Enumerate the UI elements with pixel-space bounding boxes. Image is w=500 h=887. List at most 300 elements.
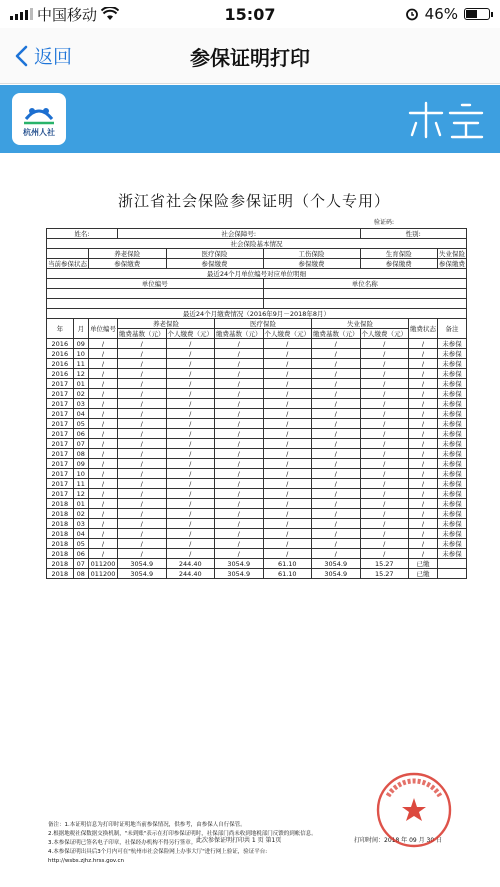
cell-m: 05 — [73, 419, 88, 429]
col-unit: 单位编号 — [89, 319, 118, 339]
payment-row — [47, 519, 467, 529]
cell-up: / — [360, 439, 409, 449]
cell-pp: / — [166, 339, 215, 349]
cell-pp: / — [166, 389, 215, 399]
cell-y: 2017 — [47, 479, 74, 489]
cell-m: 11 — [73, 359, 88, 369]
cell-pb: / — [118, 339, 167, 349]
unit-section-heading: 最近24个月单位编号对应单位明细 — [47, 269, 467, 279]
cell-y: 2017 — [47, 389, 74, 399]
cell-u: / — [89, 529, 118, 539]
cell-m: 02 — [73, 509, 88, 519]
cell-m: 07 — [73, 559, 88, 569]
cell-ub: / — [312, 489, 361, 499]
cell-up: 15.27 — [360, 559, 409, 569]
note-line: http://wsbs.zjhz.hrss.gov.cn — [48, 858, 125, 864]
cell-pp: / — [166, 369, 215, 379]
gender-label: 性别: — [360, 229, 467, 239]
cell-pb: / — [118, 489, 167, 499]
cell-y: 2016 — [47, 359, 74, 369]
note-line: 2.根据地税社保数据交换机制，"未到账"表示在打印参保证明时，社保部门尚未收到地税部门反馈的到帐信息。 — [48, 831, 317, 837]
cell-up: / — [360, 409, 409, 419]
cell-mb: 3054.9 — [215, 569, 264, 579]
cell-u: 011200 — [89, 569, 118, 579]
cell-mp: / — [263, 409, 312, 419]
cell-mp: / — [263, 519, 312, 529]
cell-up: / — [360, 519, 409, 529]
cell-s: / — [409, 429, 438, 439]
cell-s: / — [409, 369, 438, 379]
note-line: 备注：1.本证明信息为打印时证明地当前参保情况，供参考，由参保人自行保管。 — [48, 822, 246, 828]
cell-pb: / — [118, 479, 167, 489]
cell-y: 2016 — [47, 349, 74, 359]
cell-u: 011200 — [89, 559, 118, 569]
cell-up: / — [360, 369, 409, 379]
cell-y: 2017 — [47, 429, 74, 439]
nav-bar — [0, 28, 500, 84]
cell-ub: / — [312, 439, 361, 449]
cell-ub: / — [312, 409, 361, 419]
cell-mb: / — [215, 539, 264, 549]
cell-mp: / — [263, 419, 312, 429]
cell-s: / — [409, 549, 438, 559]
payment-row — [47, 569, 467, 579]
cell-mp: / — [263, 459, 312, 469]
cell-pp: 244.40 — [166, 559, 215, 569]
note-line: 3.本参保证明已签名电子印章，社保经办机构不得另行签章。 — [48, 840, 197, 846]
cell-mb: / — [215, 459, 264, 469]
cell-s: / — [409, 459, 438, 469]
cell-u: / — [89, 369, 118, 379]
cell-mp: / — [263, 399, 312, 409]
cell-mp: / — [263, 489, 312, 499]
cell-remark: 未参保 — [438, 369, 467, 379]
sub-personal: 个人缴费（元） — [167, 330, 213, 338]
cell-mb: / — [215, 509, 264, 519]
cell-pp: / — [166, 429, 215, 439]
cell-remark: 未参保 — [438, 429, 467, 439]
col-unemployment: 失业保险 — [312, 319, 409, 329]
cell-pp: / — [166, 419, 215, 429]
cell-mp: / — [263, 429, 312, 439]
cell-ub: / — [312, 469, 361, 479]
col-remark: 备注 — [438, 319, 467, 339]
cell-u: / — [89, 349, 118, 359]
cell-mb: / — [215, 479, 264, 489]
cell-mp: 61.10 — [263, 559, 312, 569]
cell-pp: / — [166, 509, 215, 519]
cell-mb: / — [215, 369, 264, 379]
payment-row — [47, 499, 467, 509]
payment-row — [47, 399, 467, 409]
cell-y: 2017 — [47, 409, 74, 419]
cell-mb: / — [215, 489, 264, 499]
logo — [12, 93, 66, 145]
cell-mp: / — [263, 499, 312, 509]
sub-base: 缴费基数（元） — [313, 330, 359, 338]
cell-mb: / — [215, 399, 264, 409]
cell-y: 2018 — [47, 539, 74, 549]
cell-remark: 未参保 — [438, 359, 467, 369]
cell-up: / — [360, 479, 409, 489]
cell-pp: 244.40 — [166, 569, 215, 579]
cell-up: / — [360, 379, 409, 389]
cell-mp: / — [263, 389, 312, 399]
cell-ub: / — [312, 509, 361, 519]
cell-mp: / — [263, 469, 312, 479]
cell-up: 15.27 — [360, 569, 409, 579]
cell-ub: 3054.9 — [312, 559, 361, 569]
cell-remark: 未参保 — [438, 479, 467, 489]
cell-pb: 3054.9 — [118, 569, 167, 579]
cell-pb: / — [118, 519, 167, 529]
cell-remark: 未参保 — [438, 349, 467, 359]
cell-remark: 未参保 — [438, 439, 467, 449]
cell-m: 02 — [73, 389, 88, 399]
cell-mb: / — [215, 449, 264, 459]
cell-remark: 未参保 — [438, 339, 467, 349]
cell-up: / — [360, 339, 409, 349]
cell-ub: / — [312, 429, 361, 439]
cell-m: 03 — [73, 519, 88, 529]
cell-m: 11 — [73, 479, 88, 489]
cell-y: 2017 — [47, 459, 74, 469]
cell-mp: 61.10 — [263, 569, 312, 579]
cell-up: / — [360, 499, 409, 509]
cell-mb: / — [215, 439, 264, 449]
cell-s: / — [409, 469, 438, 479]
cell-mb: / — [215, 499, 264, 509]
cell-u: / — [89, 389, 118, 399]
cell-pp: / — [166, 399, 215, 409]
cell-pp: / — [166, 519, 215, 529]
cell-pp: / — [166, 359, 215, 369]
status-value: 参保缴费 — [360, 259, 438, 269]
sin-label: 社会保障号: — [118, 229, 361, 239]
print-pages: 此次参保证明打印共 1 页 第1页 — [196, 837, 282, 844]
cell-m: 09 — [73, 459, 88, 469]
cell-m: 01 — [73, 379, 88, 389]
payment-row — [47, 409, 467, 419]
cell-pb: / — [118, 529, 167, 539]
payment-row — [47, 529, 467, 539]
cell-u: / — [89, 429, 118, 439]
cell-up: / — [360, 349, 409, 359]
cell-up: / — [360, 429, 409, 439]
payment-row — [47, 539, 467, 549]
battery-percent: 46% — [424, 5, 458, 23]
cell-m: 06 — [73, 549, 88, 559]
cell-pb: / — [118, 549, 167, 559]
cell-up: / — [360, 489, 409, 499]
cell-mb: / — [215, 469, 264, 479]
cell-mp: / — [263, 369, 312, 379]
cell-u: / — [89, 489, 118, 499]
certificate-document — [44, 158, 465, 864]
cell-ub: / — [312, 529, 361, 539]
cell-pb: / — [118, 449, 167, 459]
cell-ub: / — [312, 399, 361, 409]
cell-ub: / — [312, 369, 361, 379]
payment-row — [47, 339, 467, 349]
cell-mb: / — [215, 379, 264, 389]
cell-pp: / — [166, 549, 215, 559]
cell-pb: / — [118, 379, 167, 389]
cell-mp: / — [263, 359, 312, 369]
cell-m: 10 — [73, 469, 88, 479]
payment-row — [47, 389, 467, 399]
cell-pb: / — [118, 509, 167, 519]
cell-m: 04 — [73, 529, 88, 539]
logo-text: 杭州人社 — [23, 127, 55, 137]
cell-y: 2018 — [47, 569, 74, 579]
cell-mb: / — [215, 359, 264, 369]
cell-s: 已缴 — [409, 569, 438, 579]
cell-remark: 未参保 — [438, 409, 467, 419]
cell-y: 2018 — [47, 499, 74, 509]
insurance-type: 医疗保险 — [166, 249, 263, 259]
cell-remark: 未参保 — [438, 529, 467, 539]
certificate-table — [46, 228, 467, 579]
cell-pp: / — [166, 379, 215, 389]
cell-mb: 3054.9 — [215, 559, 264, 569]
payment-row — [47, 459, 467, 469]
cell-s: / — [409, 379, 438, 389]
cell-pp: / — [166, 409, 215, 419]
cell-mp: / — [263, 549, 312, 559]
cell-mb: / — [215, 339, 264, 349]
cell-pb: / — [118, 359, 167, 369]
cell-ub: / — [312, 539, 361, 549]
cell-mb: / — [215, 389, 264, 399]
cell-pb: / — [118, 459, 167, 469]
cell-mp: / — [263, 509, 312, 519]
cell-u: / — [89, 539, 118, 549]
cell-m: 06 — [73, 429, 88, 439]
cell-up: / — [360, 459, 409, 469]
cell-pp: / — [166, 489, 215, 499]
cell-ub: / — [312, 389, 361, 399]
cell-ub: 3054.9 — [312, 569, 361, 579]
cell-u: / — [89, 449, 118, 459]
cell-y: 2017 — [47, 439, 74, 449]
cell-m: 10 — [73, 349, 88, 359]
cell-ub: / — [312, 359, 361, 369]
cell-u: / — [89, 549, 118, 559]
cell-ub: / — [312, 349, 361, 359]
payment-row — [47, 369, 467, 379]
payment-row — [47, 439, 467, 449]
cell-u: / — [89, 519, 118, 529]
header-banner — [0, 85, 500, 153]
cell-pp: / — [166, 529, 215, 539]
cell-y: 2018 — [47, 529, 74, 539]
cell-ub: / — [312, 519, 361, 529]
cell-y: 2018 — [47, 549, 74, 559]
cell-pb: / — [118, 429, 167, 439]
basic-section-heading: 社会保险基本情况 — [47, 239, 467, 249]
cell-ub: / — [312, 379, 361, 389]
cell-up: / — [360, 419, 409, 429]
cell-up: / — [360, 509, 409, 519]
status-value: 参保缴费 — [263, 259, 360, 269]
cell-remark: 未参保 — [438, 469, 467, 479]
cell-pp: / — [166, 459, 215, 469]
payment-row — [47, 559, 467, 569]
print-time: 打印时间：2018 年 09 月 30 日 — [354, 837, 443, 844]
unit-no-label: 单位编号 — [47, 279, 264, 289]
note-line: 4.本参保证明出具后3个月内可在"杭州市社会保险网上办事大厅"进行网上验证，验证平台: — [48, 849, 268, 855]
cell-u: / — [89, 379, 118, 389]
cell-pp: / — [166, 449, 215, 459]
cell-y: 2017 — [47, 399, 74, 409]
cell-mp: / — [263, 449, 312, 459]
sub-base: 缴费基数（元） — [216, 330, 262, 338]
cell-remark: 未参保 — [438, 459, 467, 469]
insurance-type: 失业保险 — [439, 250, 465, 258]
cell-pb: / — [118, 369, 167, 379]
cell-mp: / — [263, 339, 312, 349]
status-value: 参保缴费 — [439, 260, 465, 268]
cell-u: / — [89, 339, 118, 349]
logo-icon — [22, 101, 56, 125]
cell-s: / — [409, 519, 438, 529]
payment-row — [47, 429, 467, 439]
cell-y: 2017 — [47, 379, 74, 389]
insurance-type: 养老保险 — [89, 249, 167, 259]
cell-u: / — [89, 419, 118, 429]
cell-pb: / — [118, 409, 167, 419]
cell-m: 09 — [73, 339, 88, 349]
battery-icon — [464, 8, 490, 20]
payment-row — [47, 359, 467, 369]
cell-m: 05 — [73, 539, 88, 549]
carrier-label: 中国移动 — [37, 5, 98, 24]
cell-s: / — [409, 349, 438, 359]
cell-mb: / — [215, 409, 264, 419]
cell-y: 2017 — [47, 469, 74, 479]
cell-pp: / — [166, 439, 215, 449]
col-pension: 养老保险 — [118, 319, 215, 329]
cell-up: / — [360, 389, 409, 399]
cell-pb: / — [118, 389, 167, 399]
cell-up: / — [360, 539, 409, 549]
cell-remark: 未参保 — [438, 539, 467, 549]
wifi-icon — [101, 7, 119, 21]
cell-mp: / — [263, 479, 312, 489]
alarm-icon — [405, 7, 419, 21]
cell-up: / — [360, 529, 409, 539]
cell-s: / — [409, 529, 438, 539]
cell-ub: / — [312, 449, 361, 459]
cell-y: 2016 — [47, 339, 74, 349]
cell-remark: 未参保 — [438, 489, 467, 499]
cell-pb: / — [118, 539, 167, 549]
col-medical: 医疗保险 — [215, 319, 312, 329]
cell-mb: / — [215, 519, 264, 529]
payment-row — [47, 479, 467, 489]
back-button[interactable] — [14, 42, 72, 69]
cell-ub: / — [312, 499, 361, 509]
payment-row — [47, 379, 467, 389]
cell-s: / — [409, 359, 438, 369]
cell-m: 01 — [73, 499, 88, 509]
cell-s: / — [409, 509, 438, 519]
verify-code-label: 验证码: — [373, 219, 394, 226]
col-status: 缴费状态 — [409, 319, 438, 339]
cell-remark: 未参保 — [438, 549, 467, 559]
payment-row — [47, 549, 467, 559]
cell-remark: 未参保 — [438, 389, 467, 399]
cell-y: 2018 — [47, 559, 74, 569]
cell-mp: / — [263, 349, 312, 359]
cell-u: / — [89, 439, 118, 449]
sub-personal: 个人缴费（元） — [361, 330, 407, 338]
cell-remark: 未参保 — [438, 499, 467, 509]
name-label: 姓名: — [47, 229, 118, 239]
clock: 15:07 — [224, 4, 276, 24]
insurance-type: 工伤保险 — [263, 249, 360, 259]
cell-remark: 未参保 — [438, 519, 467, 529]
cell-m: 08 — [73, 449, 88, 459]
city-emblem-icon — [402, 93, 488, 145]
status-label: 当前参保状态 — [48, 260, 87, 268]
cell-s: / — [409, 499, 438, 509]
cell-m: 12 — [73, 489, 88, 499]
cell-mp: / — [263, 379, 312, 389]
cell-remark: 未参保 — [438, 379, 467, 389]
cell-pp: / — [166, 479, 215, 489]
payment-row — [47, 349, 467, 359]
cell-mb: / — [215, 529, 264, 539]
cell-s: / — [409, 419, 438, 429]
payment-row — [47, 419, 467, 429]
cell-s: / — [409, 389, 438, 399]
cell-m: 07 — [73, 439, 88, 449]
cell-u: / — [89, 509, 118, 519]
unit-name-label: 单位名称 — [263, 279, 467, 289]
cell-up: / — [360, 399, 409, 409]
cell-mb: / — [215, 349, 264, 359]
cell-remark: 未参保 — [438, 449, 467, 459]
page-title: 参保证明打印 — [190, 46, 310, 70]
official-seal-icon — [374, 770, 454, 850]
sub-personal: 个人缴费（元） — [264, 330, 310, 338]
cell-remark — [438, 559, 467, 569]
cell-y: 2018 — [47, 519, 74, 529]
signal-icon — [10, 8, 33, 20]
cell-pp: / — [166, 469, 215, 479]
cell-s: / — [409, 339, 438, 349]
cell-ub: / — [312, 339, 361, 349]
cell-y: 2018 — [47, 509, 74, 519]
cell-m: 12 — [73, 369, 88, 379]
status-bar — [0, 0, 500, 28]
cell-u: / — [89, 409, 118, 419]
status-value: 参保缴费 — [89, 259, 167, 269]
cell-remark: 未参保 — [438, 419, 467, 429]
cell-u: / — [89, 459, 118, 469]
status-value: 参保缴费 — [166, 259, 263, 269]
cell-up: / — [360, 549, 409, 559]
cell-mp: / — [263, 529, 312, 539]
cell-u: / — [89, 479, 118, 489]
payment-row — [47, 489, 467, 499]
cell-remark: 未参保 — [438, 509, 467, 519]
cell-pb: / — [118, 419, 167, 429]
cell-pb: / — [118, 399, 167, 409]
cell-s: / — [409, 479, 438, 489]
